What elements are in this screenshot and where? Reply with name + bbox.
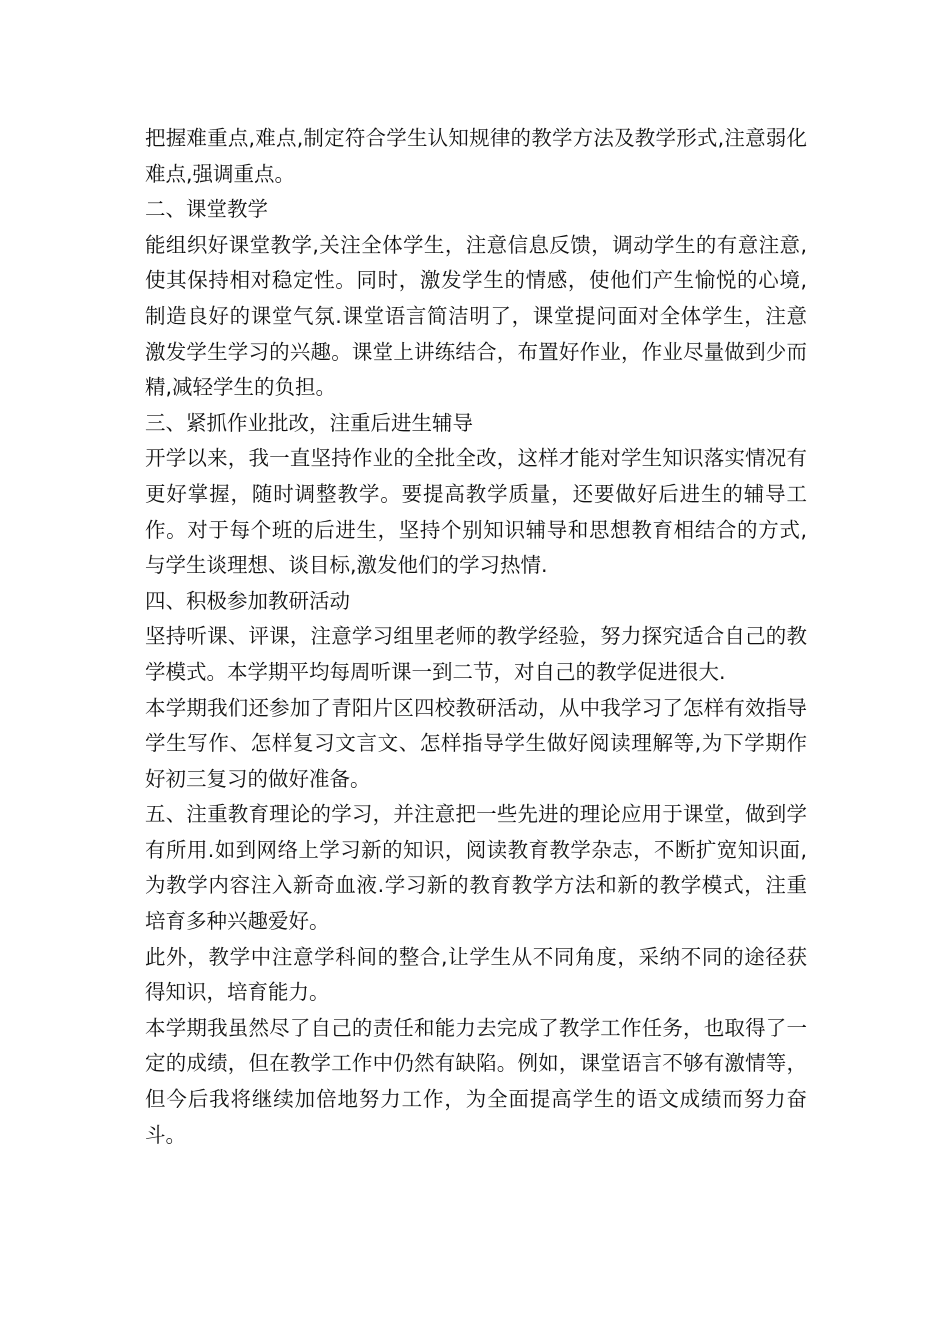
heading-homework-tutoring: 三、紧抓作业批改，注重后进生辅导 bbox=[145, 410, 473, 435]
heading-teaching-research: 四、积极参加教研活动 bbox=[145, 588, 350, 613]
paragraph-conclusion: 本学期我虽然尽了自己的责任和能力去完成了教学工作任务，也取得了一定的成绩，但在教学工作中仍然有缺陷。例如，课堂语言不够有激情等，但今后我将继续加倍地努力工作，为全面提高学生的语文成绩而努力奋斗。 bbox=[145, 1015, 807, 1147]
paragraph-classroom-teaching: 能组织好课堂教学,关注全体学生，注意信息反馈，调动学生的有意注意,使其保持相对稳定性。同时，激发学生的情感，使他们产生愉悦的心境,制造良好的课堂气氛.课堂语言简洁明了，课堂提问面对全体学生，注意激发学生学习的兴趣。课堂上讲练结合，布置好作业，作业尽量做到少而精,减轻学生的负担。 bbox=[145, 232, 807, 400]
paragraph-education-theory: 五、注重教育理论的学习，并注意把一些先进的理论应用于课堂，做到学有所用.如到网络上学习新的知识，阅读教育教学杂志，不断扩宽知识面,为教学内容注入新奇血液.学习新的教育教学方法和新的教学模式，注重培育多种兴趣爱好。 bbox=[145, 802, 807, 934]
paragraph-homework-tutoring: 开学以来，我一直坚持作业的全批全改，这样才能对学生知识落实情况有更好掌握，随时调整教学。要提高教学质量，还要做好后进生的辅导工作。对于每个班的后进生，坚持个别知识辅导和思想教育相结合的方式,与学生谈理想、谈目标,激发他们的学习热情. bbox=[145, 446, 807, 578]
paragraph-research-activity: 本学期我们还参加了青阳片区四校教研活动，从中我学习了怎样有效指导学生写作、怎样复习文言文、怎样指导学生做好阅读理解等,为下学期作好初三复习的做好准备。 bbox=[145, 695, 807, 791]
heading-classroom-teaching: 二、课堂教学 bbox=[145, 197, 268, 222]
paragraph-teaching-focus: 把握难重点,难点,制定符合学生认知规律的教学方法及教学形式,注意弱化难点,强调重点。 bbox=[145, 126, 807, 186]
document-page bbox=[145, 121, 807, 1153]
paragraph-lesson-observation: 坚持听课、评课，注意学习组里老师的教学经验，努力探究适合自己的教学模式。本学期平均每周听课一到二节，对自己的教学促进很大. bbox=[145, 624, 807, 684]
paragraph-subject-integration: 此外，教学中注意学科间的整合,让学生从不同角度，采纳不同的途径获得知识，培育能力。 bbox=[145, 944, 807, 1005]
